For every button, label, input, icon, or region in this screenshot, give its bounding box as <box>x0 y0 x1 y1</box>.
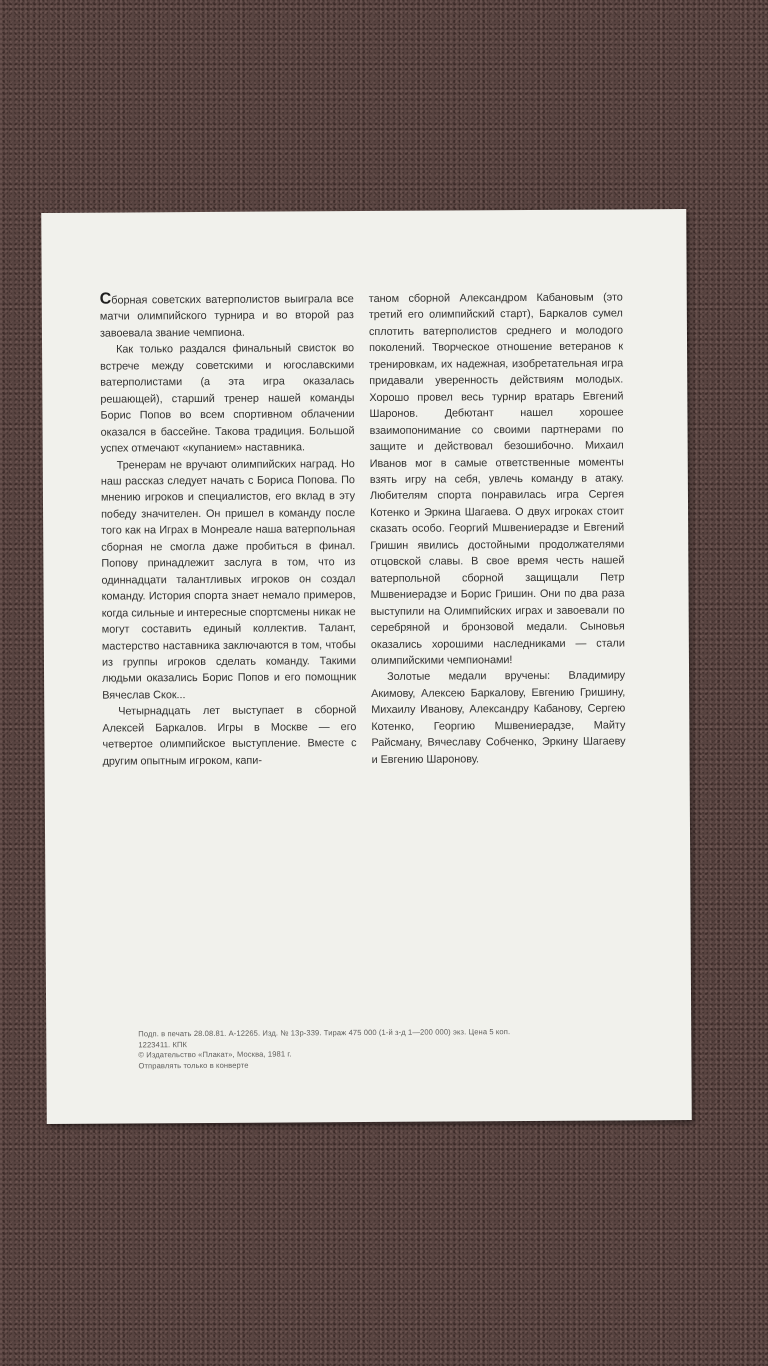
article-paragraph <box>100 291 354 342</box>
article-right-column <box>369 289 626 768</box>
article-paragraph: таном сборной Александром Кабановым (это третий его олимпийский старт), Баркалов сумел сплотить ватерполистов среднего и молодого поколений. Творческое отношение ветеранов к тренировкам, их надежная, изобретательная игра придавали уверенность действиям молодых. Хорошо провел весь турнир вратарь Евгений Шаронов. Дебютант нашел хорошее взаимопонимание со своими партнерами по защите и действовал безошибочно. Михаил Иванов мог в самые ответственные моменты взять игру на себя, увлечь команду в атаку. Любителям спорта понравилась игра Сергея Котенко и Эркина Шагаева. О двух игроках стоит сказать особо. Георгий Мшвениерадзе и Евгений Гришин явились достойными продолжателями отцовской славы. В свое время честь нашей ватерпольной сборной защищали Петр Мшвениерадзе и Борис Гришин. Они по два раза выступили на Олимпийских играх и завоевали по серебряной и бронзовой медали. Сыновья оказались хорошими наследниками — стали олимпийскими чемпионами! <box>368 291 625 667</box>
publication-imprint <box>138 1026 618 1071</box>
imprint-line: Подп. в печать 28.08.81. А-12265. Изд. № 13р-339. Тираж 475 000 (1-й з-д 1—200 000) экз. Цена 5 коп. <box>138 1027 511 1039</box>
article-paragraph: Тренерам не вручают олимпийских наград. Но наш рассказ следует начать с Бориса Попова. По мнению игроков и специалистов, его вклад в эту победу значителен. Он пришел в команду после того как на Играх в Монреале наша ватерпольная сборная не смогла даже пробиться в финал. Попову принадлежит заслуга в том, что из одиннадцати талантливых игроков он создал команду. История спорта знает немало примеров, когда сильные и интересные спортсмены никак не могут составить единый коллектив. Талант, мастерство наставника заключаются в том, чтобы из группы игроков сделать команду. Такими людьми оказались Борис Попов и его помощник Вячеслав Скок... <box>100 457 357 702</box>
article-paragraph-text: борная советских ватерполистов выиграла все матчи олимпийского турнира и во второй раз завоевала звание чемпиона. <box>99 293 354 340</box>
article-left-column <box>100 291 357 770</box>
article-paragraph: Золотые медали вручены: Владимиру Акимову, Алексею Баркалову, Евгению Гришину, Михаилу Иванову, Александру Кабанову, Сергею Котенко, Георгию Мшвениерадзе, Майту Райсману, Вячеславу Собченко, Эркину Шагаеву и Евгению Шаронову. <box>371 669 626 766</box>
imprint-line: Отправлять только в конверте <box>138 1060 249 1071</box>
postcard-back <box>41 209 692 1124</box>
imprint-line: © Издательство «Плакат», Москва, 1981 г. <box>138 1049 292 1060</box>
article-paragraph: Как только раздался финальный свисток во встрече между советскими и югославскими ватерполистами (а эта игра оказалась решающей), старший тренер нашей команды Борис Попов во всем спортивном облачении оказался в бассейне. Такова традиция. Большой успех отмечают «купанием» наставника. <box>100 342 355 455</box>
article-paragraph: Четырнадцать лет выступает в сборной Алексей Баркалов. Игры в Москве — его четвертое олимпийское выступление. Вместе с другим опытным игроком, капи- <box>102 704 357 768</box>
imprint-line: 1223411. КПК <box>138 1039 188 1049</box>
drop-cap-letter: С <box>99 290 112 308</box>
